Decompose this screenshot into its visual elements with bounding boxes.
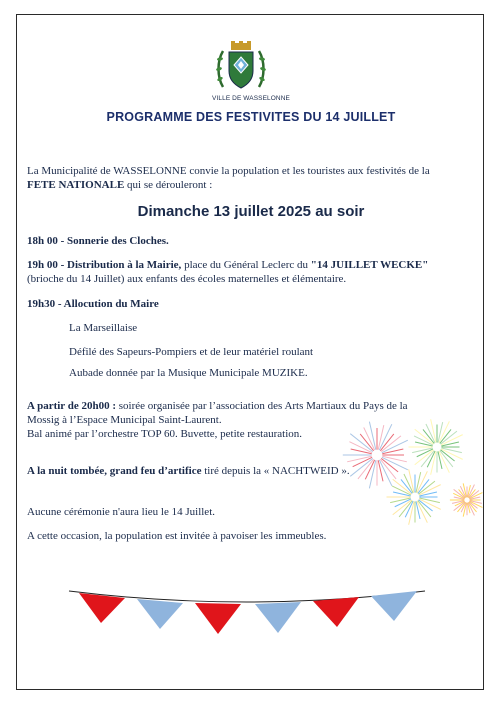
intro-rest: qui se dérouleront : [124,179,213,191]
distribution-bold: 19h 00 - Distribution à la Mairie, [27,259,182,271]
sub-item-aubade: Aubade donnée par la Musique Municipale MUZIKE. [69,367,308,379]
intro-paragraph [27,164,479,192]
schedule-item-distribution [27,258,479,286]
document-page [16,14,484,690]
evening-line-3: Bal animé par l’orchestre TOP 60. Buvette, petite restauration. [27,428,303,440]
bunting-flags-icon [67,587,427,657]
evening-rest: soirée organisée par l’association des Arts Martiaux du Pays de la [116,400,408,412]
evening-bold: A partir de 20h00 : [27,400,117,412]
distribution-line-2: (brioche du 14 Juillet) aux enfants des écoles maternelles et élémentaire. [27,273,347,285]
town-crest-icon [215,39,267,95]
speech-label: 19h30 - Allocution du Maire [27,298,159,310]
schedule-item-bells [27,234,169,248]
evening-line-2: Mossig à l’Espace Municipal Saint-Laurent. [27,414,222,426]
schedule-item-fireworks [27,464,479,478]
intro-line-1: La Municipalité de WASSELONNE convie la population et les touristes aux festivités de la [27,165,430,177]
distribution-mid: place du Général Leclerc du [181,259,311,271]
fireworks-bold: A la nuit tombée, grand feu d’artifice [27,465,202,477]
note-no-ceremony: Aucune cérémonie n'aura lieu le 14 Juillet. [27,506,215,518]
sub-item-marseillaise: La Marseillaise [69,322,138,334]
schedule-item-speech [27,297,159,311]
town-name: VILLE DE WASSELONNE [212,95,290,102]
intro-line-2 [27,178,479,192]
sub-item-parade: Défilé des Sapeurs-Pompiers et de leur matériel roulant [69,346,314,358]
date-heading: Dimanche 13 juillet 2025 au soir [137,203,365,220]
distribution-wecke: "14 JUILLET WECKE" [310,259,429,271]
bells-label: 18h 00 - Sonnerie des Cloches. [27,235,169,247]
intro-bold: FETE NATIONALE [27,179,125,191]
distribution-line-1 [27,258,479,272]
note-flags: A cette occasion, la population est invitée à pavoiser les immeubles. [27,530,327,542]
fireworks-rest: tiré depuis la « NACHTWEID ». [201,465,350,477]
page-title: PROGRAMME DES FESTIVITES DU 14 JUILLET [106,110,396,124]
